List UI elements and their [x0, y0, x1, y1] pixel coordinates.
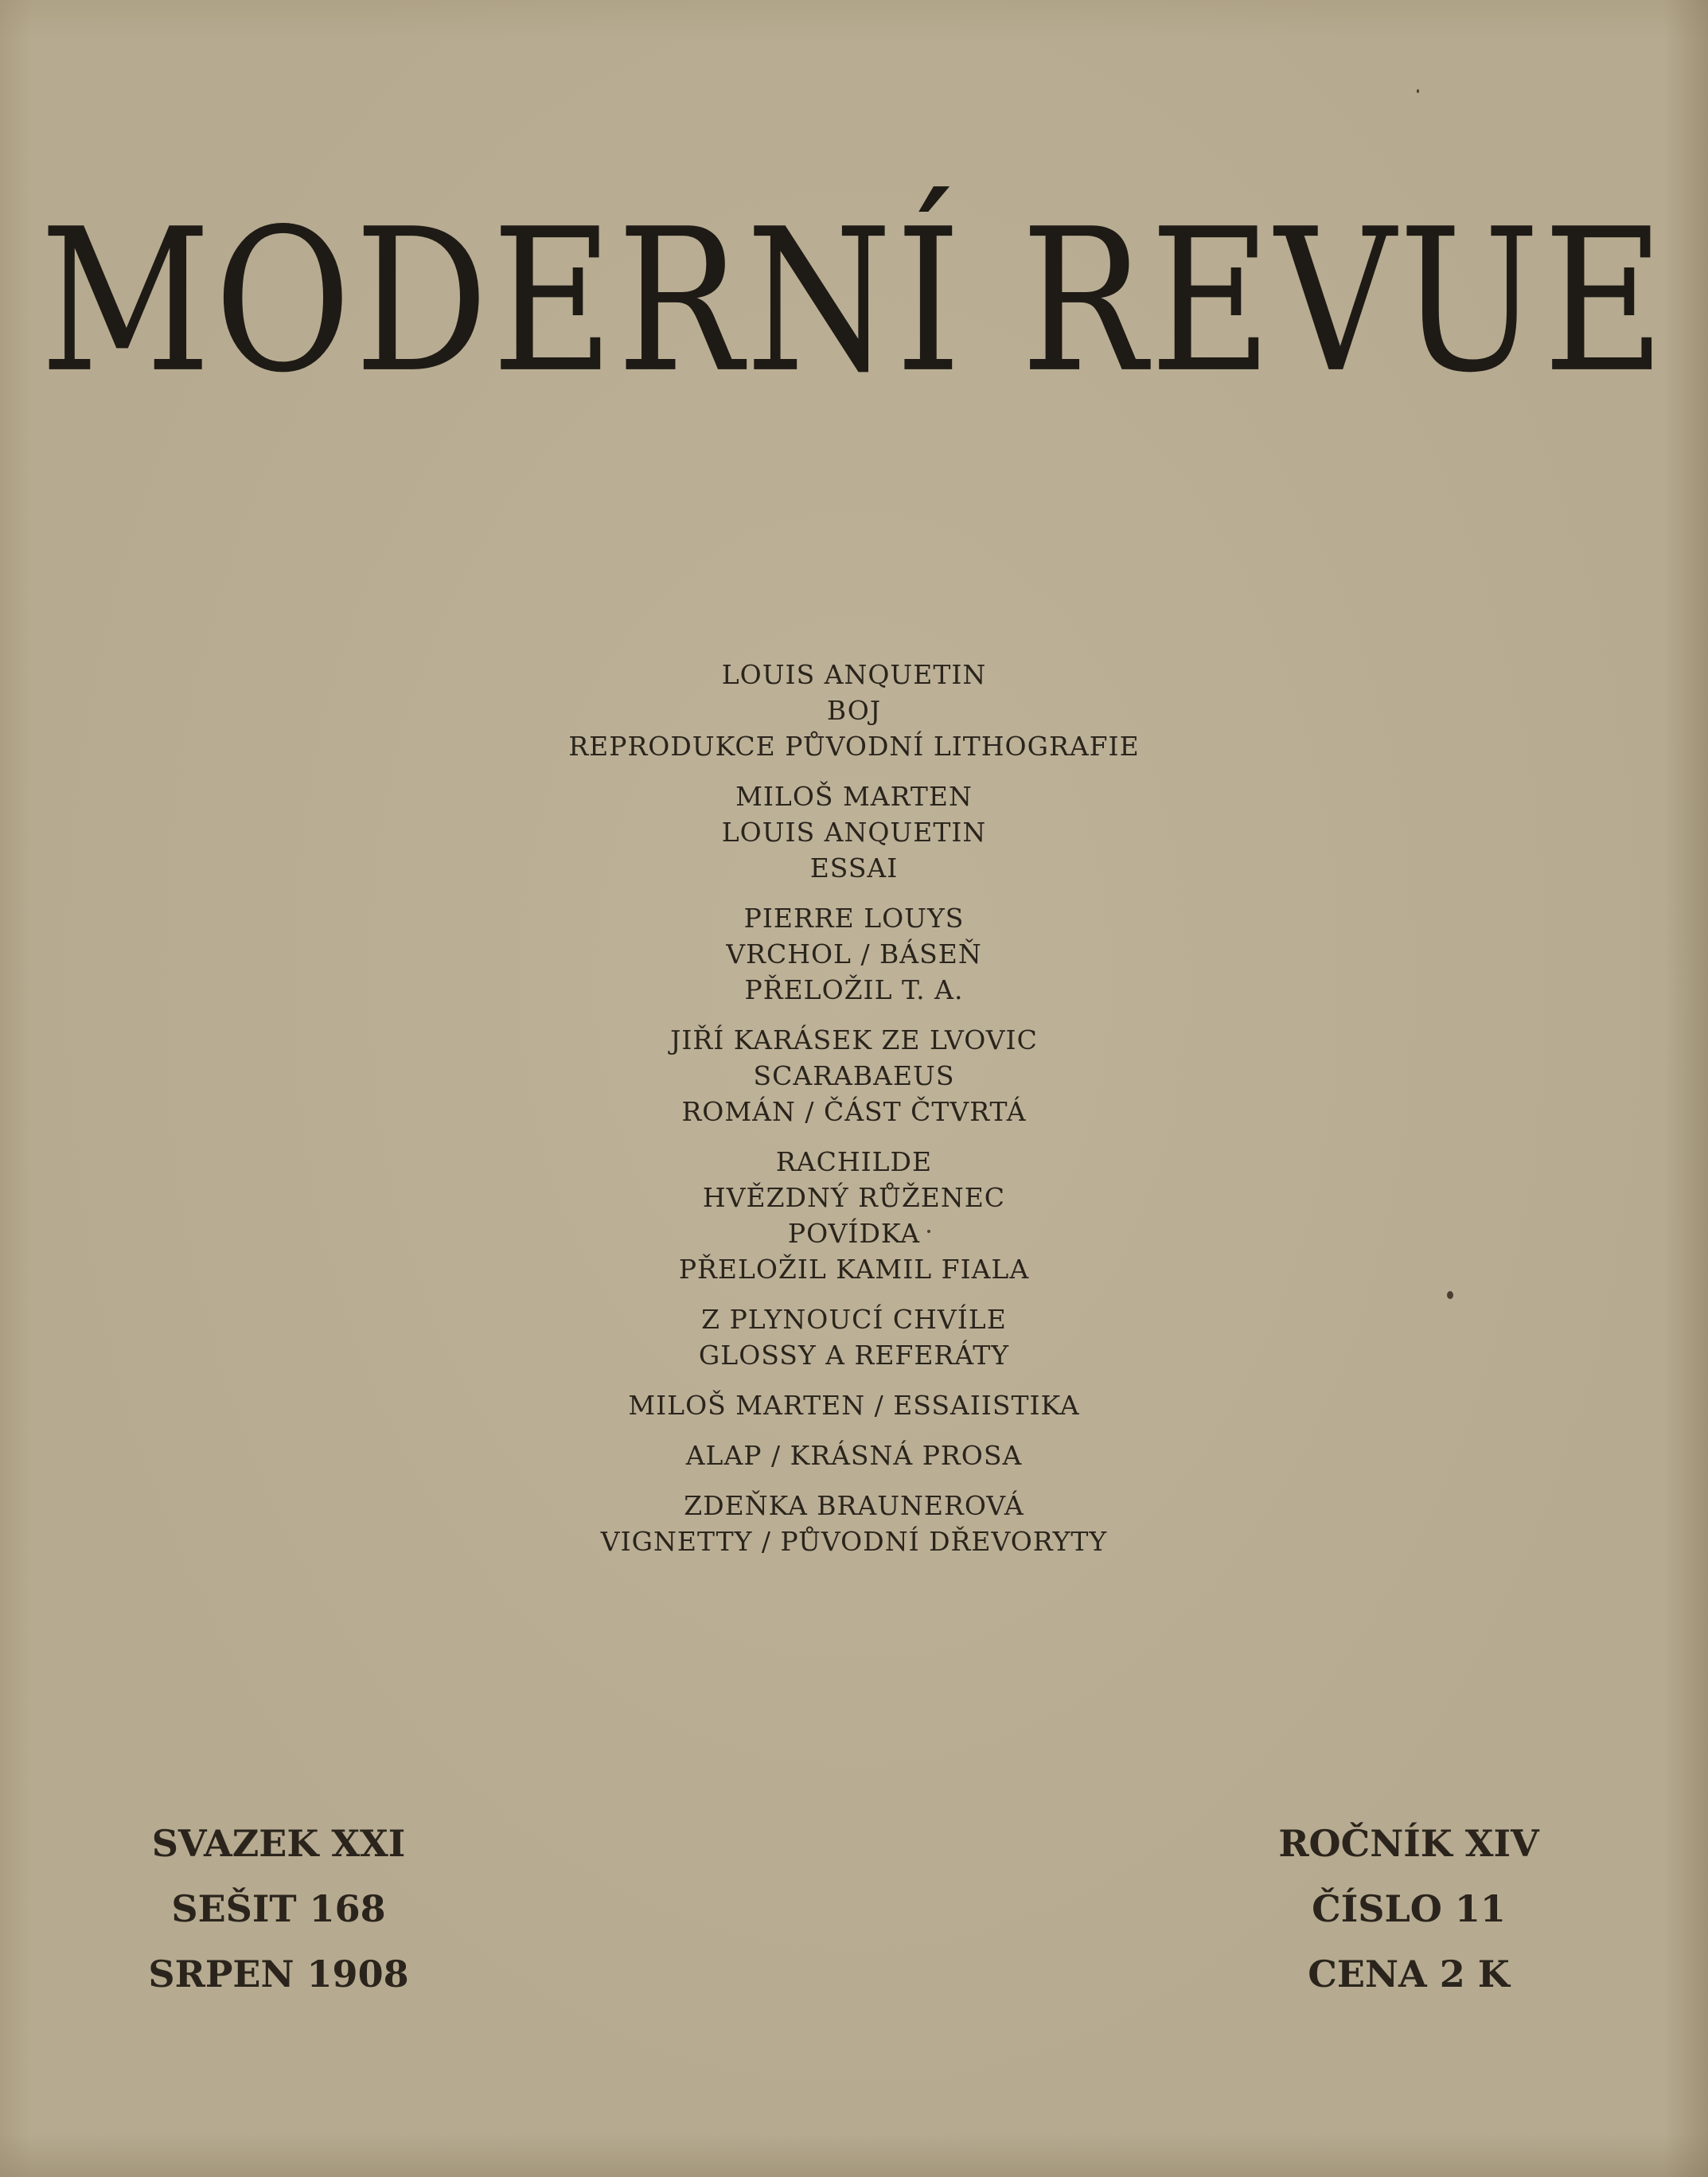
contents-entry: [456, 1488, 1252, 1559]
contents-line: GLOSSY A REFERÁTY: [698, 1340, 1010, 1371]
contents-line: RACHILDE: [775, 1146, 933, 1177]
contents-entry: [456, 657, 1252, 764]
contents-line: PŘELOŽIL KAMIL FIALA: [678, 1254, 1030, 1285]
paper-speck: [927, 1230, 930, 1233]
issue-label: SEŠIT 168: [171, 1887, 386, 1930]
contents-line: LOUIS ANQUETIN: [721, 659, 987, 690]
contents-line: HVĚZDNÝ RŮŽENEC: [702, 1182, 1006, 1213]
contents-entry: [456, 778, 1252, 886]
contents-line: PŘELOŽIL T. A.: [744, 974, 964, 1005]
contents-line: LOUIS ANQUETIN: [721, 817, 987, 848]
contents-line: VRCHOL / BÁSEŇ: [726, 938, 982, 970]
issue-info-right: [1242, 1811, 1576, 2007]
date-label: SRPEN 1908: [148, 1953, 409, 1996]
contents-line: POVÍDKA: [787, 1218, 921, 1249]
masthead-title: MODERNÍ REVUE: [40, 185, 1668, 416]
volume-label: SVAZEK XXI: [151, 1822, 406, 1865]
contents-line: ALAP / KRÁSNÁ PROSA: [685, 1440, 1023, 1471]
contents-entry: [456, 900, 1252, 1008]
contents-line: JIŘÍ KARÁSEK ZE LVOVIC: [670, 1024, 1038, 1055]
contents-line: VIGNETTY / PŮVODNÍ DŘEVORYTY: [600, 1526, 1108, 1557]
contents-entry: [456, 1144, 1252, 1287]
contents-line: SCARABAEUS: [753, 1060, 955, 1091]
contents-line: Z PLYNOUCÍ CHVÍLE: [701, 1304, 1007, 1335]
contents-entry: [456, 1438, 1252, 1473]
year-label: ROČNÍK XIV: [1278, 1822, 1539, 1865]
contents-line: ESSAI: [809, 852, 899, 884]
number-label: ČÍSLO 11: [1312, 1887, 1506, 1930]
price-label: CENA 2 K: [1308, 1953, 1510, 1996]
table-of-contents: [456, 657, 1252, 1574]
contents-line: PIERRE LOUYS: [743, 903, 965, 934]
contents-line: BOJ: [826, 695, 882, 726]
contents-entry: [456, 1022, 1252, 1129]
issue-info-left: [127, 1811, 430, 2007]
paper-speck: [1447, 1291, 1453, 1299]
contents-line: MILOŠ MARTEN / ESSAIISTIKA: [628, 1390, 1080, 1421]
contents-entry: [456, 1387, 1252, 1423]
contents-line: ROMÁN / ČÁST ČTVRTÁ: [681, 1096, 1027, 1127]
contents-line: ZDEŇKA BRAUNEROVÁ: [684, 1490, 1024, 1521]
paper-speck: [1417, 89, 1419, 93]
contents-line: MILOŠ MARTEN: [735, 781, 973, 812]
contents-entry: [456, 1301, 1252, 1373]
contents-line: REPRODUKCE PŮVODNÍ LITHOGRAFIE: [568, 731, 1140, 762]
